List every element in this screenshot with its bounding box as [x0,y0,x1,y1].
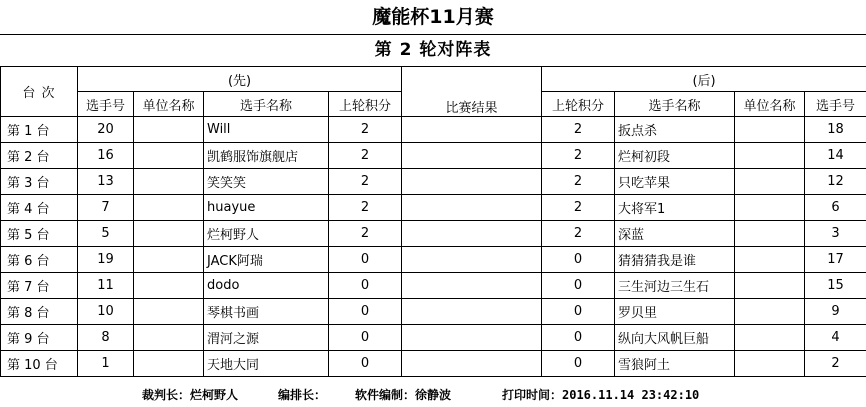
p1-name: huayue [204,195,329,221]
header-board: 台 次 [1,67,78,117]
match-result [402,195,542,221]
board-cell: 第 4 台 [1,195,78,221]
p2-points: 0 [542,351,615,377]
p1-unit [134,351,204,377]
p1-unit [134,169,204,195]
p1-name: 天地大同 [204,351,329,377]
p2-unit [735,195,805,221]
p2-unit [735,351,805,377]
board-cell: 第 9 台 [1,325,78,351]
p1-unit [134,117,204,143]
header-p1-points: 上轮积分 [329,92,402,117]
pairing-row [1,117,866,143]
board-cell: 第 6 台 [1,247,78,273]
p2-name: 扳点杀 [615,117,735,143]
footer-arranger: 编排长： [278,388,327,402]
p2-unit [735,299,805,325]
match-result [402,117,542,143]
p1-name: 烂柯野人 [204,221,329,247]
match-result [402,221,542,247]
footer-software: 软件编制：徐静波 [355,388,452,402]
pairing-row [1,195,866,221]
p2-player-no: 4 [805,325,866,351]
p1-player-no: 20 [78,117,134,143]
footer-referee: 裁判长：烂柯野人 [142,388,239,402]
p2-player-no: 9 [805,299,866,325]
p2-player-no: 6 [805,195,866,221]
header-p1-no: 选手号 [78,92,134,117]
header-second-player-group: (后) [542,67,866,92]
p2-points: 0 [542,273,615,299]
p2-points: 0 [542,299,615,325]
header-first-player-group: (先) [78,67,402,92]
p2-player-no: 18 [805,117,866,143]
tournament-title: 魔能杯11月赛 [0,0,866,35]
p2-name: 猜猜猜我是谁 [615,247,735,273]
header-result: 比赛结果 [402,67,542,117]
p1-player-no: 8 [78,325,134,351]
p2-name: 烂柯初段 [615,143,735,169]
match-result [402,247,542,273]
footer [0,384,866,406]
p2-player-no: 15 [805,273,866,299]
pairing-row [1,221,866,247]
p1-unit [134,221,204,247]
p2-name: 三生河边三生石 [615,273,735,299]
p1-unit [134,143,204,169]
p2-player-no: 14 [805,143,866,169]
board-cell: 第 7 台 [1,273,78,299]
p1-points: 0 [329,325,402,351]
footer-print-time: 打印时间：2016.11.14 23:42:10 [502,388,700,402]
p2-points: 2 [542,143,615,169]
p2-unit [735,221,805,247]
pairing-row [1,247,866,273]
p2-player-no: 3 [805,221,866,247]
p2-points: 2 [542,221,615,247]
round-title: 第 2 轮对阵表 [374,40,492,60]
p2-unit [735,169,805,195]
header-p2-name: 选手名称 [615,92,735,117]
match-result [402,325,542,351]
p1-unit [134,325,204,351]
pairing-row [1,351,866,377]
p2-points: 2 [542,117,615,143]
p1-player-no: 11 [78,273,134,299]
match-result [402,169,542,195]
p1-name: 渭河之源 [204,325,329,351]
p1-points: 2 [329,169,402,195]
p2-unit [735,143,805,169]
pairing-row [1,169,866,195]
p1-points: 0 [329,273,402,299]
p2-name: 纵向大风帆巨船 [615,325,735,351]
p1-unit [134,299,204,325]
p2-name: 只吃苹果 [615,169,735,195]
p2-points: 0 [542,325,615,351]
p1-player-no: 16 [78,143,134,169]
p2-unit [735,273,805,299]
board-cell: 第 3 台 [1,169,78,195]
p2-player-no: 12 [805,169,866,195]
p1-points: 2 [329,117,402,143]
p1-points: 2 [329,195,402,221]
p1-points: 2 [329,143,402,169]
p1-player-no: 13 [78,169,134,195]
p1-player-no: 10 [78,299,134,325]
header-p1-unit: 单位名称 [134,92,204,117]
match-result [402,273,542,299]
p1-player-no: 19 [78,247,134,273]
p2-points: 0 [542,247,615,273]
p1-name: dodo [204,273,329,299]
board-cell: 第 2 台 [1,143,78,169]
p1-points: 0 [329,247,402,273]
board-cell: 第 10 台 [1,351,78,377]
pairing-table [0,66,866,377]
p2-points: 2 [542,195,615,221]
p1-player-no: 5 [78,221,134,247]
p1-name: Will [204,117,329,143]
p2-player-no: 2 [805,351,866,377]
p1-points: 0 [329,351,402,377]
header-p2-no: 选手号 [805,92,866,117]
header-p2-unit: 单位名称 [735,92,805,117]
p2-unit [735,325,805,351]
p1-unit [134,247,204,273]
p1-name: 笑笑笑 [204,169,329,195]
board-cell: 第 5 台 [1,221,78,247]
p1-points: 2 [329,221,402,247]
p1-name: 琴棋书画 [204,299,329,325]
pairing-row [1,325,866,351]
match-result [402,143,542,169]
p2-name: 雪狼阿土 [615,351,735,377]
pairing-row [1,273,866,299]
match-result [402,351,542,377]
pairing-row [1,299,866,325]
p1-player-no: 7 [78,195,134,221]
board-cell: 第 1 台 [1,117,78,143]
header-p2-points: 上轮积分 [542,92,615,117]
p2-name: 大将军1 [615,195,735,221]
p2-points: 2 [542,169,615,195]
p1-points: 0 [329,299,402,325]
p2-name: 罗贝里 [615,299,735,325]
header-p1-name: 选手名称 [204,92,329,117]
p2-name: 深蓝 [615,221,735,247]
p1-name: 凯鹤服饰旗舰店 [204,143,329,169]
board-cell: 第 8 台 [1,299,78,325]
p1-player-no: 1 [78,351,134,377]
p1-name: JACK阿瑞 [204,247,329,273]
match-result [402,299,542,325]
p1-unit [134,273,204,299]
p2-unit [735,117,805,143]
p2-unit [735,247,805,273]
pairing-row [1,143,866,169]
p2-player-no: 17 [805,247,866,273]
p1-unit [134,195,204,221]
